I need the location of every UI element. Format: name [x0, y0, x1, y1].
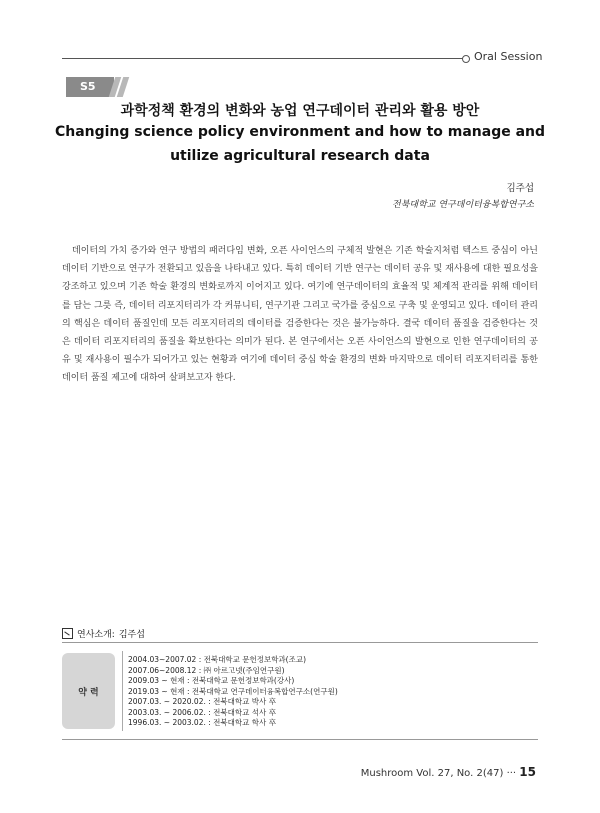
page-number: 15 [519, 765, 536, 779]
author-affiliation: 전북대학교 연구데이터융복합연구소 [392, 200, 534, 210]
speaker-name: 김주섭 [118, 630, 145, 640]
career-label: 약 력 [62, 653, 115, 729]
section-label: Oral Session [474, 50, 543, 63]
career-item: 2004.03~2007.02 : 전북대학교 문헌정보학과(조교) [128, 655, 307, 664]
author-name: 김주섭 [506, 183, 534, 194]
career-item: 2009.03 ~ 현재 : 전북대학교 문헌정보학과(강사) [128, 676, 295, 685]
arrow-icon [62, 628, 73, 639]
career-item: 2007.03. ~ 2020.02. : 전북대학교 박사 卒 [128, 697, 277, 706]
session-badge-label: S5 [66, 77, 114, 97]
title-korean: 과학정책 환경의 변화와 농업 연구데이터 관리와 활용 방안 [120, 103, 480, 119]
career-list [128, 655, 338, 729]
career-divider [122, 651, 123, 731]
career-item: 2003.03. ~ 2006.02. : 전북대학교 석사 卒 [128, 707, 277, 717]
header-rule [62, 58, 466, 59]
header-rule-dot [462, 55, 470, 63]
footer-separator: ··· [506, 768, 517, 779]
speaker-intro-label: 연사소개: [77, 630, 115, 640]
page-footer [361, 765, 536, 779]
career-item: 2019.03 ~ 현재 : 전북대학교 연구데이터융복합연구소(연구원) [128, 686, 338, 696]
career-section [62, 642, 538, 740]
career-item: 2007.06~2008.12 : ㈜ 아르고넷(주임연구원) [128, 665, 285, 675]
session-badge [66, 77, 124, 97]
abstract-text: 데이터의 가치 증가와 연구 방법의 패러다임 변화, 오픈 사이언스의 구체적 발현은 기존 학술지처럼 텍스트 중심이 아닌 데이터 기반으로 연구가 전환되고 있음을 나타내고 있다. 특히 데이터 기반 연구는 데이터 공유 및 재사용에 대한 필요성을 강조하고 있으며 기존 학술 환경의 변화로까지 이어지고 있다. 여기에 연구데이터의 효율적 및 체계적 관리를 위해 데이터를 담는 그릇 즉, 데이터 리포지터리가 각 커뮤니티, 연구기관 그리고 국가를 중심으로 구축 및 운영되고 있다. 데이터 관리의 핵심은 데이터 품질인데 모든 리포지터리의 데이터를 검증한다는 것은 불가능하다. 결국 데이터 품질을 검증한다는 것은 데이터 리포지터리의 품질을 확보한다는 의미가 된다. 본 연구에서는 오픈 사이언스의 발현으로 인한 연구데이터의 공유 및 재사용이 필수가 되어가고 있는 현황과 여기에 데이터 중심 학술 환경의 변화 마지막으로 데이터 리포지터리를 통한 데이터 품질 제고에 대하여 살펴보고자 한다. [62, 246, 538, 384]
career-item: 1996.03. ~ 2003.02. : 전북대학교 학사 卒 [128, 718, 277, 727]
title-english-line2: utilize agricultural research data [170, 148, 430, 164]
speaker-intro-heading [62, 627, 145, 640]
title-english-line1: Changing science policy environment and how to manage and [54, 124, 546, 140]
journal-citation: Mushroom Vol. 27, No. 2(47) [360, 768, 504, 779]
